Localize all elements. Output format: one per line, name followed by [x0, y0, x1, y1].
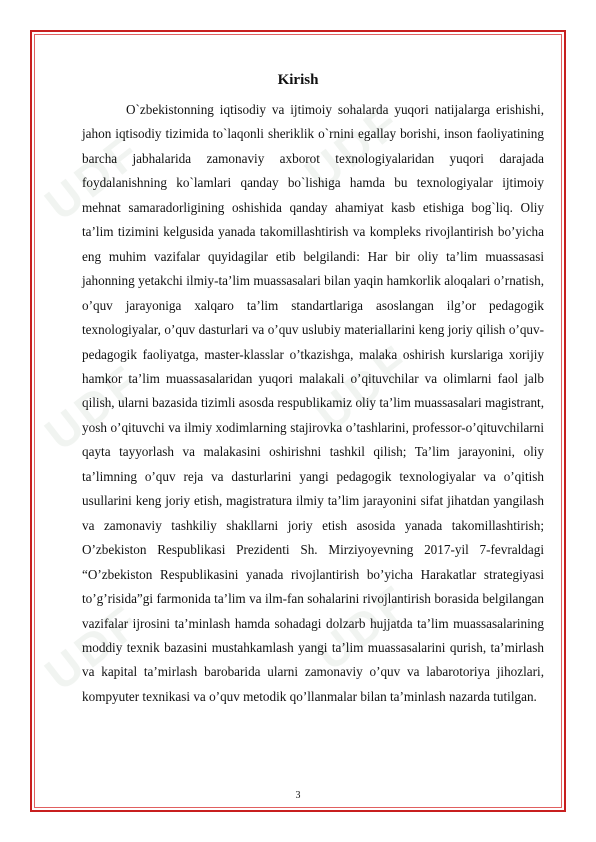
page-number: 3 — [295, 790, 301, 801]
watermark-3: UDF — [35, 353, 152, 461]
document-title: Kirish — [277, 72, 319, 88]
watermark-2: UDF — [295, 93, 412, 201]
watermark-1: UDF — [35, 123, 152, 231]
body-paragraph: O`zbekistonning iqtisodiy va ijtimoiy sohalarda yuqori natijalarga erishishi, jahon iqtisodiy tizimida to`laqonli sheriklik o`rnini egallay borishi, inson faoliyatining barcha jabhalarida zamonaviy axborot texnologiyalaridan yuqori darajada foydalanishning ko`lamlari qanday bo`lishiga hamda bu texnologiyalar ijtimoiy mehnat samaradorligining oshishida qanday ahamiyat kasb etishiga bog`liq. Oliy ta’lim tizimini kelgusida yanada takomillashtirish va kompleks rivojlantirish bo’yicha eng muhim vazifalar quyidagilar etib belgilandi: Har bir oliy ta’lim muassasasi jahonning yetakchi ilmiy-ta’lim muassasalari bilan yaqin hamkorlik aloqalari o’rnatish, o’quv jarayoniga xalqaro ta’lim standartlariga asoslangan ilg’or pedagogik texnologiyalar, o’quv dasturlari va o’quv uslubiy materiallarini keng joriy qilish o’quv-pedagogik faoliyatga, master-klasslar o’tkazishga, malaka oshirish kurslariga xorijiy hamkor ta’lim muassasalaridan yuqori malakali o’qituvchilar va olimlarni faol jalb qilish, ularni bazasida tizimli asosda respublikamiz oliy ta’lim muassasalari magistrant, yosh o’qituvchi va ilmiy xodimlarning stajirovka o’tashlarini, professor-o’qituvchilarni qayta tayyorlash va malakasini oshirishni tashkil qilish; Ta’lim jarayonini, oliy ta’limning o’quv reja va dasturlarini yangi pedagogik texnologiyalar va o’qitish usullarini keng joriy etish, magistratura ilmiy ta’lim jarayonini sifat jihatdan yangilash va zamonaviy tashkiliy shakllarni joriy etish asosida yanada takomillashtirish; O’zbekiston Respublikasi Prezidenti Sh. Mirziyoyevning 2017-yil 7-fevraldagi “O’zbekiston Respublikasini yanada rivojlantirish bo’yicha Harakatlar strategiyasi to’g’risida”gi farmonida ta’lim va ilm-fan sohalarini rivojlantirish borasida belgilangan vazifalar ijrosini ta’minlash hamda sohadagi dolzarb hujjatda ta’lim muassasalarining moddiy texnik bazasini mustahkamlash yangi ta’lim muassasalarini qurish, ta’mirlash va kapital ta’mirlash barobarida ularni zamonaviy o’quv va labarotoriya jihozlari, kompyuter texnikasi va o’quv metodik qo’llanmalar bilan ta’minlash nazarda tutilgan. — [82, 102, 544, 704]
watermark-4: UDF — [305, 333, 422, 441]
watermark-6: UDF — [305, 573, 422, 681]
watermark-5: UDF — [35, 593, 152, 701]
